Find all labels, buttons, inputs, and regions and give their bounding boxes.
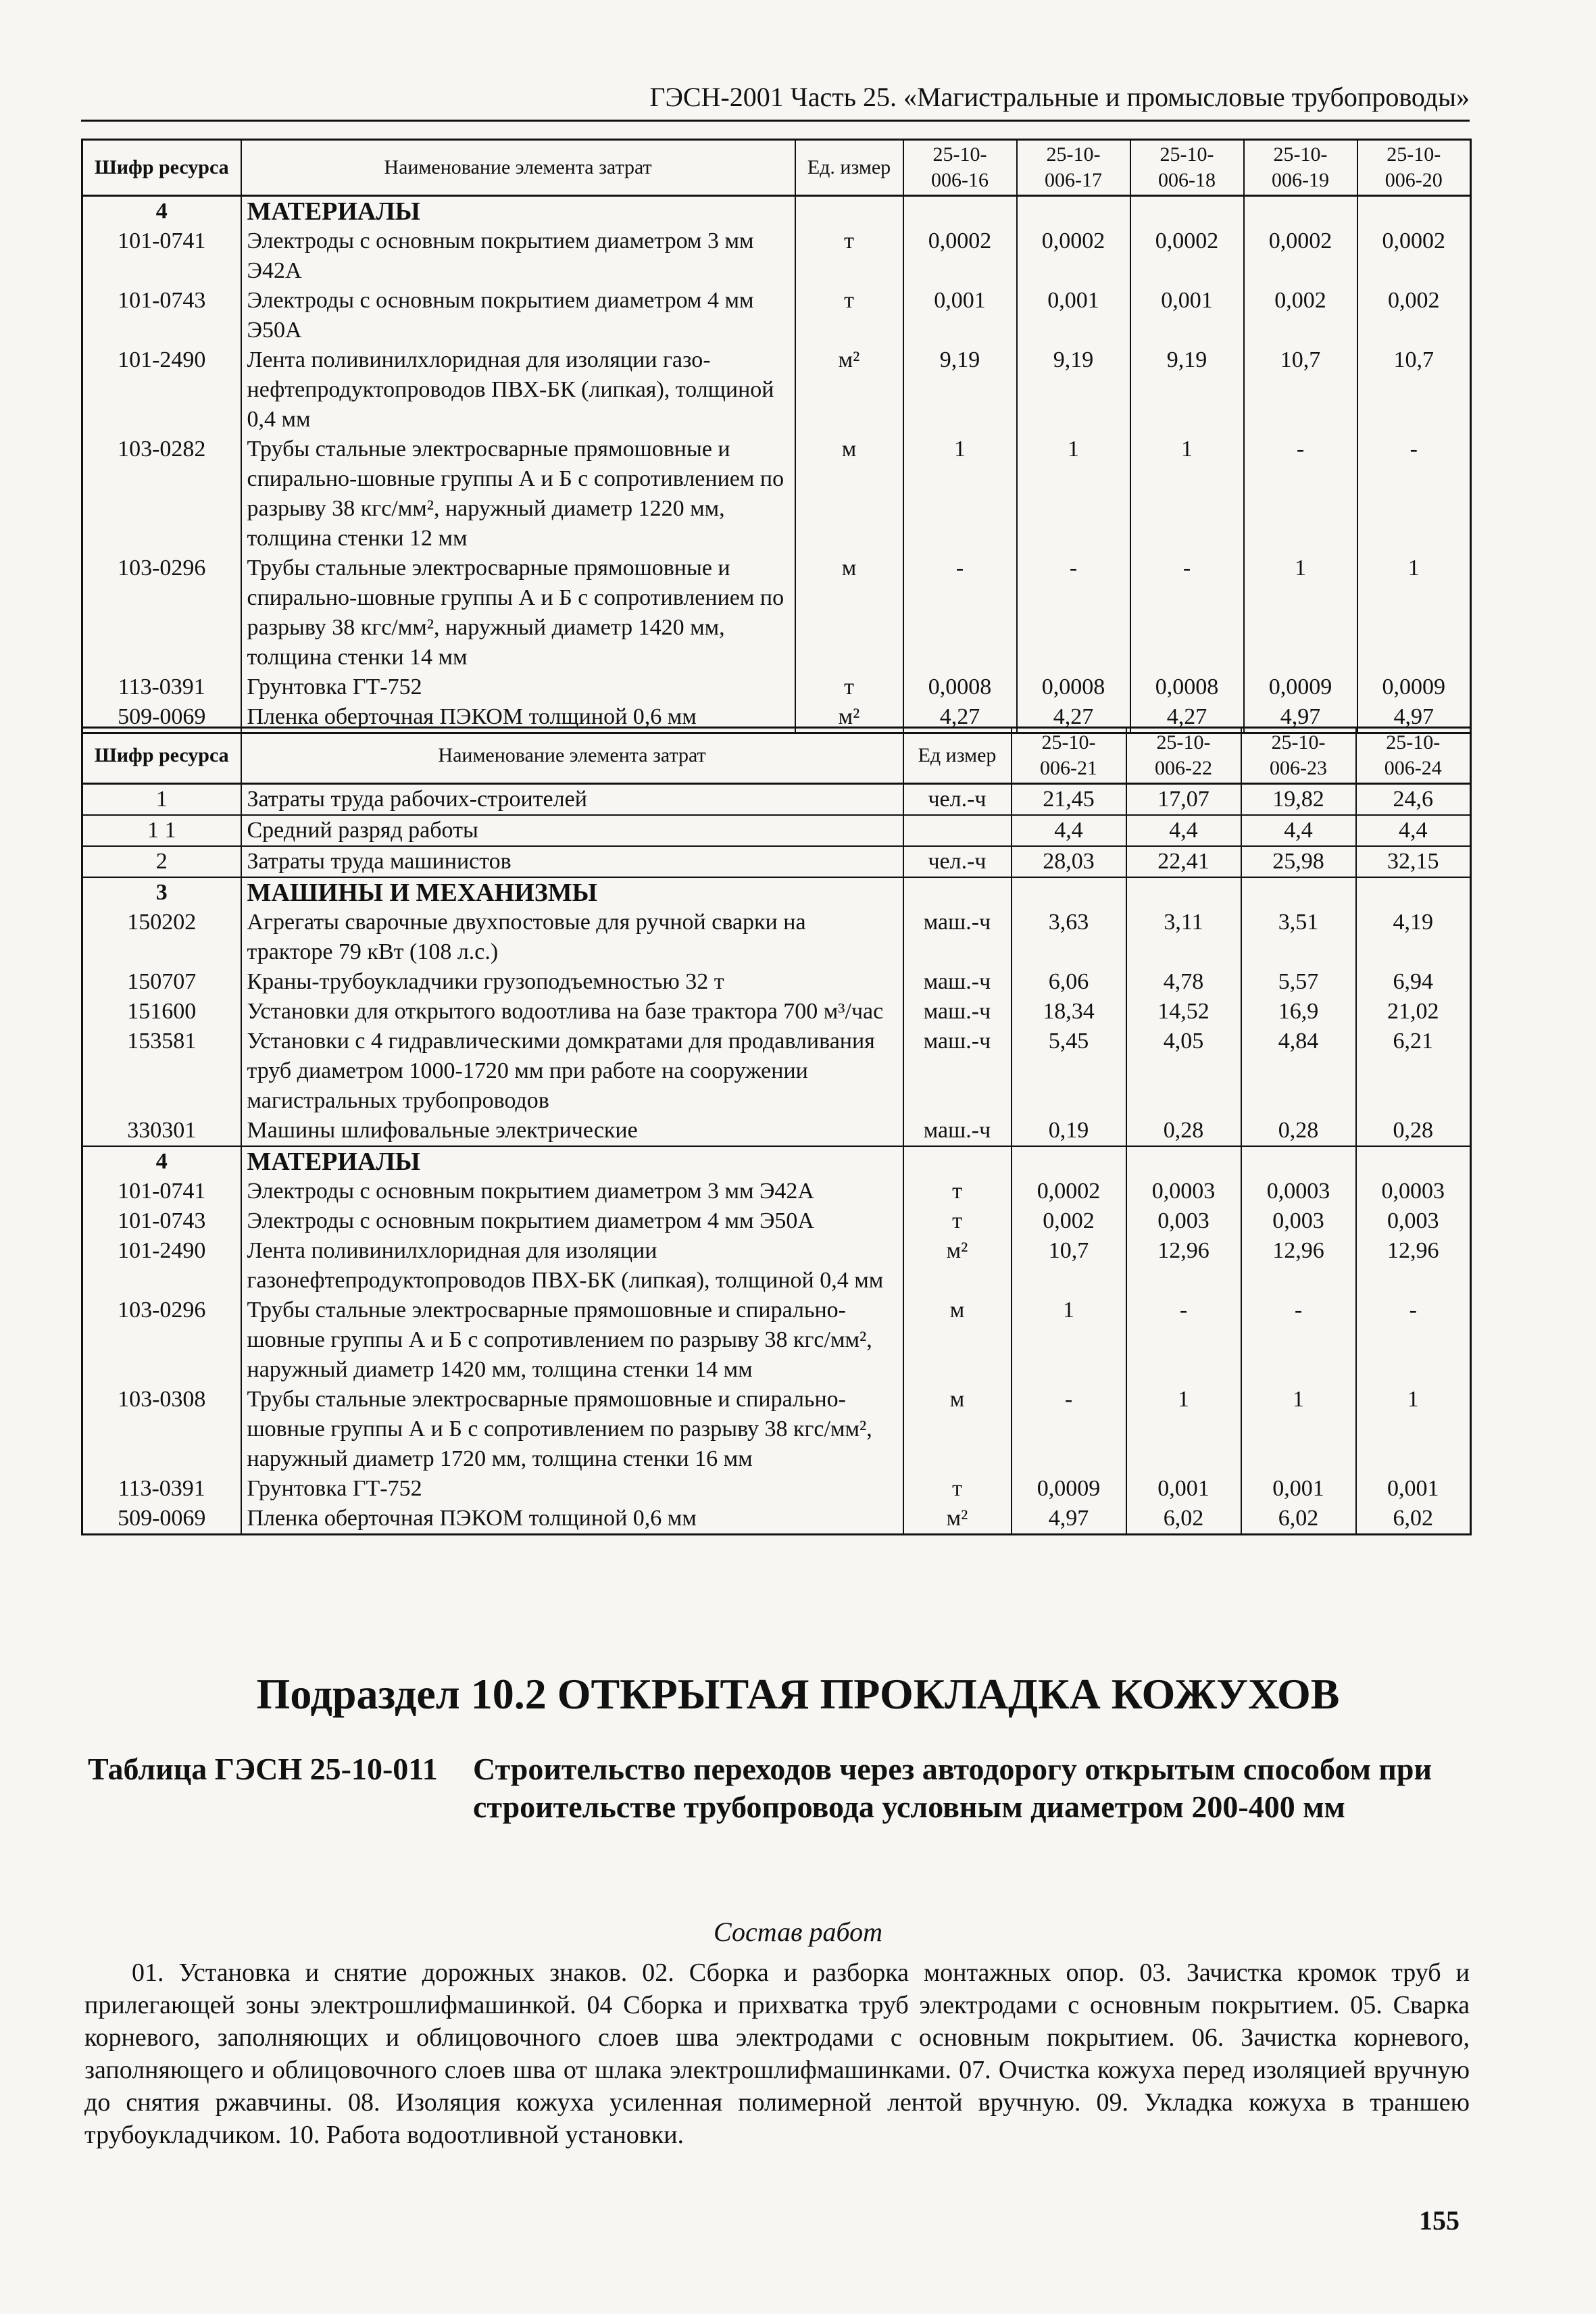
table-row — [82, 672, 1471, 702]
resource-code: 150707 — [82, 967, 241, 997]
unit-cell: т — [903, 1206, 1012, 1236]
norm-value: 14,52 — [1126, 997, 1241, 1027]
norm-value: - — [1244, 435, 1357, 553]
norm-value: 3,51 — [1241, 908, 1356, 967]
col-header-norm: 25-10- 006-17 — [1017, 140, 1130, 196]
col-header-code: Шифр ресурса — [82, 728, 241, 784]
resource-code: 509-0069 — [82, 702, 241, 733]
cost-element-name: Трубы стальные электросварные прямошовные и спирально-шовные группы А и Б с сопротивлением по разрыву 38 кгс/мм², наружный диаметр 1420 мм, толщина стенки 14 мм — [241, 553, 795, 672]
norm-value: 0,0002 — [1012, 1177, 1126, 1206]
norm-value: 6,21 — [1356, 1027, 1471, 1116]
norm-value: 4,4 — [1126, 815, 1241, 846]
table-row — [82, 1504, 1471, 1535]
norm-value: 0,003 — [1241, 1206, 1356, 1236]
unit-cell: м² — [795, 345, 903, 435]
resource-code: 1 — [82, 784, 241, 816]
resource-code: 150202 — [82, 908, 241, 967]
table-row — [82, 1296, 1471, 1385]
norm-value: - — [1012, 1385, 1126, 1474]
cost-element-name: Пленка оберточная ПЭКОМ толщиной 0,6 мм — [241, 702, 795, 733]
unit-cell: м² — [795, 702, 903, 733]
norm-value: 9,19 — [1017, 345, 1130, 435]
norm-value: 6,02 — [1356, 1504, 1471, 1535]
resource-code: 101-0741 — [82, 1177, 241, 1206]
norm-value: 1 — [1126, 1385, 1241, 1474]
resource-code: 101-0743 — [82, 286, 241, 345]
cost-element-name: Пленка оберточная ПЭКОМ толщиной 0,6 мм — [241, 1504, 903, 1535]
norm-value: 0,003 — [1356, 1206, 1471, 1236]
norm-value: 1 — [1241, 1385, 1356, 1474]
table-row — [82, 846, 1471, 877]
cost-element-name: МАТЕРИАЛЫ — [241, 196, 795, 227]
cost-element-name: Краны-трубоукладчики грузоподъемностью 32 т — [241, 967, 903, 997]
norm-value: 4,4 — [1356, 815, 1471, 846]
unit-cell: т — [795, 672, 903, 702]
table-header-row — [82, 140, 1471, 196]
table-row — [82, 345, 1471, 435]
norm-value: 4,97 — [1244, 702, 1357, 733]
resource-code: 3 — [82, 877, 241, 908]
norm-value: 10,7 — [1012, 1236, 1126, 1296]
resource-code: 101-0743 — [82, 1206, 241, 1236]
norm-value: 9,19 — [903, 345, 1017, 435]
norm-value: 16,9 — [1241, 997, 1356, 1027]
norm-value: 1 — [1244, 553, 1357, 672]
cost-element-name: Затраты труда машинистов — [241, 846, 903, 877]
cost-element-name: МАШИНЫ И МЕХАНИЗМЫ — [241, 877, 903, 908]
norm-value: 0,0008 — [1017, 672, 1130, 702]
norm-value — [1356, 1146, 1471, 1177]
section-row — [82, 196, 1471, 227]
resource-code: 4 — [82, 1146, 241, 1177]
norm-value: 28,03 — [1012, 846, 1126, 877]
norm-value: 10,7 — [1244, 345, 1357, 435]
table-row — [82, 967, 1471, 997]
norm-value: 0,28 — [1126, 1116, 1241, 1146]
unit-cell: м² — [903, 1236, 1012, 1296]
norm-value: 0,001 — [1356, 1474, 1471, 1504]
resource-code: 151600 — [82, 997, 241, 1027]
table-row — [82, 1116, 1471, 1146]
table-row — [82, 1177, 1471, 1206]
norm-value: 0,0002 — [1244, 226, 1357, 286]
section-row — [82, 1146, 1471, 1177]
unit-cell: т — [795, 286, 903, 345]
cost-element-name: Электроды с основным покрытием диаметром 4 мм Э50А — [241, 1206, 903, 1236]
resource-code: 113-0391 — [82, 672, 241, 702]
norm-value: 0,003 — [1126, 1206, 1241, 1236]
table-row — [82, 908, 1471, 967]
unit-cell: м — [903, 1296, 1012, 1385]
col-header-code: Шифр ресурса — [82, 140, 241, 196]
norm-value: 1 — [1357, 553, 1471, 672]
col-header-norm: 25-10- 006-19 — [1244, 140, 1357, 196]
col-header-norm: 25-10- 006-23 — [1241, 728, 1356, 784]
norm-value: 0,19 — [1012, 1116, 1126, 1146]
norm-value — [1244, 196, 1357, 227]
unit-cell: м² — [903, 1504, 1012, 1535]
norm-value — [1241, 1146, 1356, 1177]
table-row — [82, 1385, 1471, 1474]
unit-cell: м — [903, 1385, 1012, 1474]
unit-cell — [903, 1146, 1012, 1177]
resource-code: 103-0282 — [82, 435, 241, 553]
section-row — [82, 877, 1471, 908]
norm-value: 25,98 — [1241, 846, 1356, 877]
norm-value — [903, 196, 1017, 227]
cost-element-name: Электроды с основным покрытием диаметром 3 мм Э42А — [241, 1177, 903, 1206]
norm-value: 1 — [1130, 435, 1244, 553]
norm-value: 4,78 — [1126, 967, 1241, 997]
norm-value: 0,002 — [1357, 286, 1471, 345]
norm-value: 4,27 — [1017, 702, 1130, 733]
resource-code: 4 — [82, 196, 241, 227]
work-composition-heading: Состав работ — [714, 1917, 882, 1947]
norm-value: 4,4 — [1012, 815, 1126, 846]
unit-cell: маш.-ч — [903, 1116, 1012, 1146]
norm-value — [1012, 1146, 1126, 1177]
subsection-title: Подраздел 10.2 ОТКРЫТАЯ ПРОКЛАДКА КОЖУХОВ — [256, 1670, 1340, 1718]
norm-value: 1 — [1356, 1385, 1471, 1474]
unit-cell: т — [795, 226, 903, 286]
norm-value: 0,28 — [1356, 1116, 1471, 1146]
resource-code: 101-2490 — [82, 1236, 241, 1296]
cost-element-name: Электроды с основным покрытием диаметром 3 мм Э42А — [241, 226, 795, 286]
norm-value: 1 — [1012, 1296, 1126, 1385]
norm-value: 4,97 — [1012, 1504, 1126, 1535]
cost-element-name: Трубы стальные электросварные прямошовные и спирально-шовные группы А и Б с сопротивлением по разрыву 38 кгс/мм², наружный диаметр 1720 мм, толщина стенки 16 мм — [241, 1385, 903, 1474]
resource-code: 101-0741 — [82, 226, 241, 286]
norm-value: 0,0002 — [1017, 226, 1130, 286]
norm-value — [1241, 877, 1356, 908]
norm-value — [1356, 877, 1471, 908]
page-header: ГЭСН-2001 Часть 25. «Магистральные и промысловые трубопроводы» — [81, 81, 1470, 122]
norm-value: 6,02 — [1241, 1504, 1356, 1535]
norm-value: 22,41 — [1126, 846, 1241, 877]
norm-value: 0,0009 — [1244, 672, 1357, 702]
resource-code: 101-2490 — [82, 345, 241, 435]
norm-value: 6,94 — [1356, 967, 1471, 997]
col-header-name: Наименование элемента затрат — [241, 728, 903, 784]
norm-value: 0,0009 — [1357, 672, 1471, 702]
resource-table-1 — [81, 139, 1472, 734]
unit-cell: чел.-ч — [903, 784, 1012, 816]
norm-value: 3,11 — [1126, 908, 1241, 967]
page-number: 155 — [1419, 2205, 1460, 2236]
norm-value: 0,0003 — [1356, 1177, 1471, 1206]
col-header-norm: 25-10- 006-16 — [903, 140, 1017, 196]
unit-cell: маш.-ч — [903, 1027, 1012, 1116]
cost-element-name: Трубы стальные электросварные прямошовные и спирально-шовные группы А и Б с сопротивлением по разрыву 38 кгс/мм², наружный диаметр 1220 мм, толщина стенки 12 мм — [241, 435, 795, 553]
norm-value: 0,001 — [1017, 286, 1130, 345]
resource-code: 2 — [82, 846, 241, 877]
norm-value: - — [1241, 1296, 1356, 1385]
norm-value: 32,15 — [1356, 846, 1471, 877]
unit-cell: маш.-ч — [903, 908, 1012, 967]
table-row — [82, 784, 1471, 816]
norm-value: - — [1130, 553, 1244, 672]
norm-value: 5,57 — [1241, 967, 1356, 997]
cost-element-name: Средний разряд работы — [241, 815, 903, 846]
norm-value: 24,6 — [1356, 784, 1471, 816]
work-composition-text: 01. Установка и снятие дорожных знаков. 02. Сборка и разборка монтажных опор. 03. Зачистка кромок труб и прилегающей зоны электрошлифмашинкой. 04 Сборка и прихватка труб электродами с основным покрытием. 05. Сварка корневого, заполняющих и облицовочного слоев шва электродами с основным покрытием. 06. Зачистка корневого, заполняющего и облицовочного слоев шва от шлака электрошлифмашинками. 07. Очистка кожуха перед изоляцией вручную до снятия ржавчины. 08. Изоляция кожуха усиленная полимерной лентой вручную. 09. Укладка кожуха в траншею трубоукладчиком. 10. Работа водоотливной установки. — [84, 1959, 1470, 2149]
table-title — [88, 1750, 1473, 1826]
table-row — [82, 226, 1471, 286]
unit-cell: маш.-ч — [903, 997, 1012, 1027]
norm-value: - — [1126, 1296, 1241, 1385]
norm-value: 0,001 — [1130, 286, 1244, 345]
cost-element-name: Лента поливинилхлоридная для изоляции газонефтепродуктопроводов ПВХ-БК (липкая), толщиной 0,4 мм — [241, 1236, 903, 1296]
norm-value — [1126, 877, 1241, 908]
table-row — [82, 815, 1471, 846]
unit-cell: м — [795, 435, 903, 553]
resource-code: 509-0069 — [82, 1504, 241, 1535]
col-header-norm: 25-10- 006-18 — [1130, 140, 1244, 196]
table-row — [82, 1236, 1471, 1296]
resource-code: 103-0296 — [82, 1296, 241, 1385]
cost-element-name: Лента поливинилхлоридная для изоляции газо-нефтепродуктопроводов ПВХ-БК (липкая), толщиной 0,4 мм — [241, 345, 795, 435]
table-row — [82, 286, 1471, 345]
norm-value: 4,4 — [1241, 815, 1356, 846]
resource-code: 113-0391 — [82, 1474, 241, 1504]
table-header-row — [82, 728, 1471, 784]
norm-value: 4,05 — [1126, 1027, 1241, 1116]
norm-value — [1357, 196, 1471, 227]
norm-value: 18,34 — [1012, 997, 1126, 1027]
unit-cell: т — [903, 1474, 1012, 1504]
norm-value: 0,0003 — [1126, 1177, 1241, 1206]
norm-value: 4,19 — [1356, 908, 1471, 967]
cost-element-name: Грунтовка ГТ-752 — [241, 1474, 903, 1504]
norm-value: 0,0008 — [1130, 672, 1244, 702]
norm-value: 0,0009 — [1012, 1474, 1126, 1504]
norm-value — [1012, 877, 1126, 908]
resource-code: 153581 — [82, 1027, 241, 1116]
norm-value: 3,63 — [1012, 908, 1126, 967]
unit-cell: т — [903, 1177, 1012, 1206]
norm-value: 4,97 — [1357, 702, 1471, 733]
resource-code: 103-0296 — [82, 553, 241, 672]
norm-value: 12,96 — [1126, 1236, 1241, 1296]
norm-value: - — [1017, 553, 1130, 672]
table-title-label: Таблица ГЭСН 25-10-011 — [88, 1752, 438, 1786]
cost-element-name: Трубы стальные электросварные прямошовные и спирально-шовные группы А и Б с сопротивлением по разрыву 38 кгс/мм², наружный диаметр 1420 мм, толщина стенки 14 мм — [241, 1296, 903, 1385]
norm-value: 21,45 — [1012, 784, 1126, 816]
norm-value: 19,82 — [1241, 784, 1356, 816]
col-header-norm: 25-10- 006-22 — [1126, 728, 1241, 784]
col-header-norm: 25-10- 006-21 — [1012, 728, 1126, 784]
norm-value: 12,96 — [1241, 1236, 1356, 1296]
norm-value: 9,19 — [1130, 345, 1244, 435]
norm-value: - — [1356, 1296, 1471, 1385]
norm-value — [1126, 1146, 1241, 1177]
unit-cell: маш.-ч — [903, 967, 1012, 997]
cost-element-name: Агрегаты сварочные двухпостовые для ручной сварки на тракторе 79 кВт (108 л.с.) — [241, 908, 903, 967]
norm-value: 6,02 — [1126, 1504, 1241, 1535]
norm-value: 0,001 — [1126, 1474, 1241, 1504]
col-header-norm: 25-10- 006-20 — [1357, 140, 1471, 196]
norm-value: 10,7 — [1357, 345, 1471, 435]
cost-element-name: Электроды с основным покрытием диаметром 4 мм Э50А — [241, 286, 795, 345]
norm-value: 12,96 — [1356, 1236, 1471, 1296]
table-row — [82, 997, 1471, 1027]
col-header-name: Наименование элемента затрат — [241, 140, 795, 196]
norm-value: 0,0008 — [903, 672, 1017, 702]
resource-table-2 — [81, 727, 1472, 1535]
norm-value: 0,0002 — [1130, 226, 1244, 286]
resource-code: 330301 — [82, 1116, 241, 1146]
table-row — [82, 1027, 1471, 1116]
norm-value: 0,28 — [1241, 1116, 1356, 1146]
table-row — [82, 1474, 1471, 1504]
norm-value — [1017, 196, 1130, 227]
norm-value: 0,0003 — [1241, 1177, 1356, 1206]
col-header-unit: Ед измер — [903, 728, 1012, 784]
norm-value: 17,07 — [1126, 784, 1241, 816]
unit-cell: чел.-ч — [903, 846, 1012, 877]
cost-element-name: Машины шлифовальные электрические — [241, 1116, 903, 1146]
norm-value: 0,0002 — [903, 226, 1017, 286]
norm-value: 1 — [1017, 435, 1130, 553]
norm-value: 0,002 — [1012, 1206, 1126, 1236]
table-title-text: Строительство переходов через автодорогу открытым способом при строительстве трубопровода условным диаметром 200-400 мм — [473, 1752, 1432, 1824]
norm-value: 5,45 — [1012, 1027, 1126, 1116]
norm-value: 6,06 — [1012, 967, 1126, 997]
norm-value: 1 — [903, 435, 1017, 553]
norm-value: 21,02 — [1356, 997, 1471, 1027]
col-header-norm: 25-10- 006-24 — [1356, 728, 1471, 784]
cost-element-name: Затраты труда рабочих-строителей — [241, 784, 903, 816]
norm-value: 0,0002 — [1357, 226, 1471, 286]
cost-element-name: Грунтовка ГТ-752 — [241, 672, 795, 702]
table-row — [82, 435, 1471, 553]
cost-element-name: Установки с 4 гидравлическими домкратами для продавливания труб диаметром 1000-1720 мм при работе на сооружении магистральных трубопроводов — [241, 1027, 903, 1116]
unit-cell — [903, 877, 1012, 908]
norm-value: 0,001 — [903, 286, 1017, 345]
col-header-unit: Ед. измер — [795, 140, 903, 196]
table-row — [82, 553, 1471, 672]
norm-value: 4,27 — [903, 702, 1017, 733]
table-row — [82, 1206, 1471, 1236]
resource-code: 1 1 — [82, 815, 241, 846]
norm-value: - — [1357, 435, 1471, 553]
unit-cell — [795, 196, 903, 227]
resource-code: 103-0308 — [82, 1385, 241, 1474]
unit-cell: м — [795, 553, 903, 672]
norm-value: - — [903, 553, 1017, 672]
cost-element-name: МАТЕРИАЛЫ — [241, 1146, 903, 1177]
norm-value — [1130, 196, 1244, 227]
cost-element-name: Установки для открытого водоотлива на базе трактора 700 м³/час — [241, 997, 903, 1027]
norm-value: 4,84 — [1241, 1027, 1356, 1116]
norm-value: 4,27 — [1130, 702, 1244, 733]
norm-value: 0,001 — [1241, 1474, 1356, 1504]
unit-cell — [903, 815, 1012, 846]
norm-value: 0,002 — [1244, 286, 1357, 345]
